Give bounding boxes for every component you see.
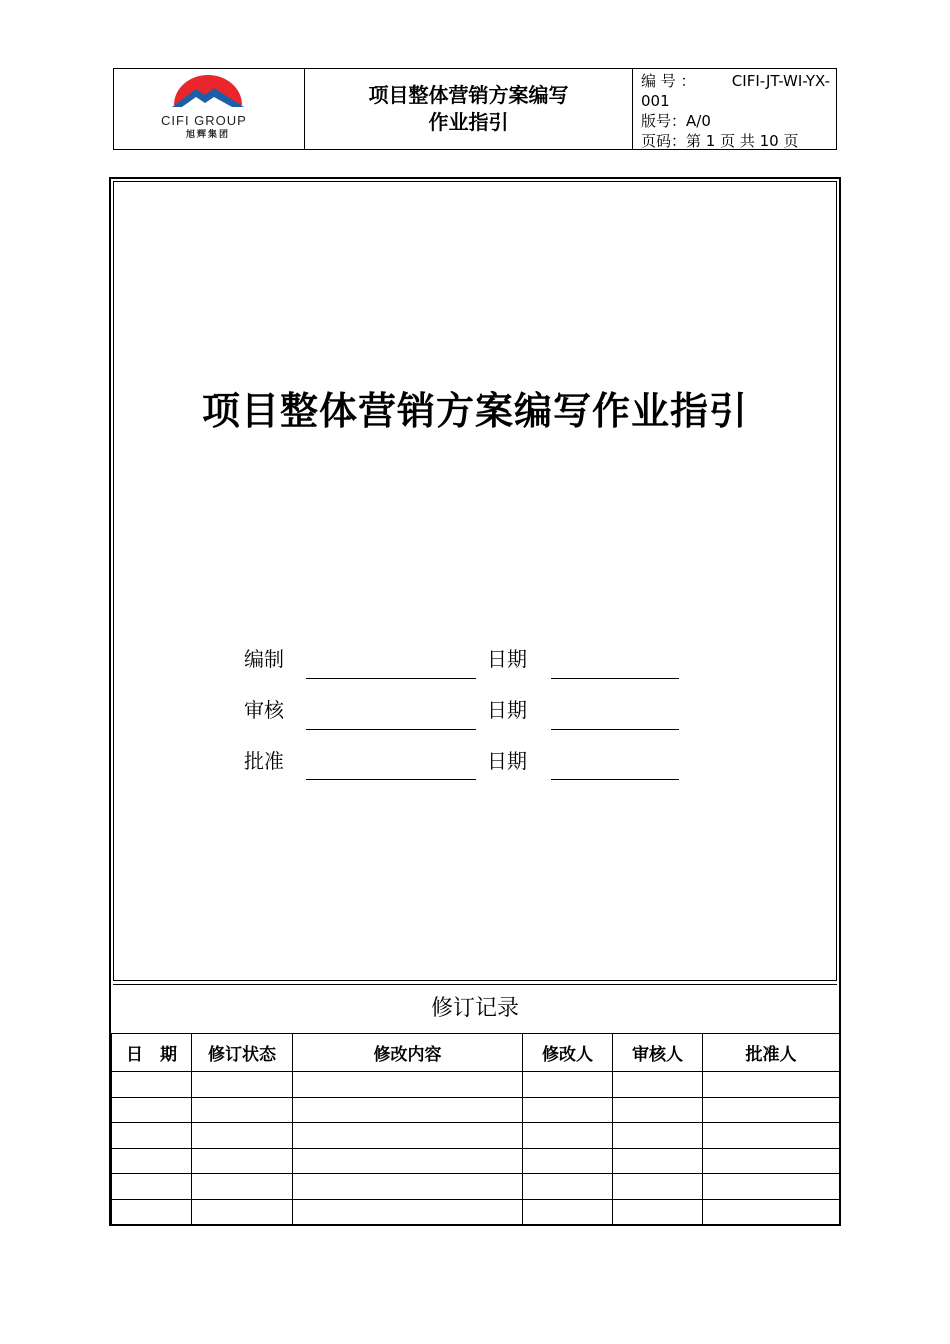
table-cell	[703, 1072, 840, 1098]
table-cell	[523, 1097, 613, 1123]
table-cell	[293, 1097, 523, 1123]
header-title	[305, 69, 633, 149]
table-cell	[523, 1123, 613, 1149]
table-row	[112, 1072, 840, 1098]
table-cell	[703, 1097, 840, 1123]
signoff-date-label-approved: 日期	[487, 749, 527, 773]
logo-text-en: CIFI GROUP	[161, 113, 247, 128]
table-cell	[703, 1148, 840, 1174]
signoff-line-reviewed	[306, 729, 476, 730]
col-reviewer: 审核人	[613, 1034, 703, 1072]
revision-divider-top	[113, 980, 837, 981]
table-row	[112, 1123, 840, 1149]
table-cell	[613, 1072, 703, 1098]
document-header	[113, 68, 837, 150]
table-cell	[112, 1123, 192, 1149]
revision-table-body	[112, 1072, 840, 1225]
cover-frame-inner	[113, 181, 837, 981]
table-cell	[112, 1097, 192, 1123]
table-cell	[192, 1174, 293, 1200]
signoff-date-line-approved	[551, 779, 679, 780]
table-cell	[523, 1148, 613, 1174]
table-cell	[112, 1199, 192, 1225]
table-cell	[192, 1097, 293, 1123]
table-cell	[613, 1123, 703, 1149]
doc-code-value-cont: 001	[641, 92, 670, 110]
signoff-date-line-compiled	[551, 678, 679, 679]
col-revision-status: 修订状态	[192, 1034, 293, 1072]
table-cell	[112, 1072, 192, 1098]
table-cell	[523, 1174, 613, 1200]
doc-code-value: CIFI-JT-WI-YX-	[731, 72, 830, 90]
doc-code-row	[641, 71, 830, 91]
signoff-date-label-compiled: 日期	[487, 647, 527, 671]
signoff-date-label-reviewed: 日期	[487, 698, 527, 722]
signoff-role-approved: 批准	[244, 749, 284, 773]
table-cell	[613, 1174, 703, 1200]
table-cell	[613, 1097, 703, 1123]
revision-header-row	[112, 1034, 840, 1072]
signoff-role-compiled: 编制	[244, 647, 284, 671]
doc-code-label: 编 号 ：	[641, 72, 696, 90]
signoff-role-reviewed: 审核	[244, 698, 284, 722]
doc-version: 版号：A/0	[641, 112, 711, 130]
table-cell	[293, 1148, 523, 1174]
col-change-content: 修改内容	[293, 1034, 523, 1072]
col-date: 日 期	[112, 1034, 192, 1072]
table-cell	[703, 1174, 840, 1200]
table-cell	[112, 1174, 192, 1200]
table-cell	[523, 1199, 613, 1225]
header-title-line1: 项目整体营销方案编写	[368, 83, 569, 107]
table-cell	[192, 1123, 293, 1149]
table-row	[112, 1097, 840, 1123]
table-row	[112, 1174, 840, 1200]
table-cell	[112, 1148, 192, 1174]
signoff-line-compiled	[306, 678, 476, 679]
table-cell	[293, 1072, 523, 1098]
table-row	[112, 1199, 840, 1225]
table-cell	[192, 1199, 293, 1225]
table-cell	[613, 1199, 703, 1225]
table-cell	[703, 1199, 840, 1225]
col-modifier: 修改人	[523, 1034, 613, 1072]
col-approver: 批准人	[703, 1034, 840, 1072]
table-cell	[613, 1148, 703, 1174]
table-cell	[523, 1072, 613, 1098]
company-logo	[114, 69, 305, 149]
header-title-line2: 作业指引	[428, 110, 509, 134]
table-cell	[293, 1123, 523, 1149]
revision-title: 修订记录	[430, 996, 519, 1021]
table-cell	[192, 1072, 293, 1098]
table-cell	[192, 1148, 293, 1174]
revision-table	[111, 1033, 840, 1225]
document-title: 项目整体营销方案编写作业指引	[201, 389, 748, 433]
table-cell	[293, 1174, 523, 1200]
table-row	[112, 1148, 840, 1174]
logo-text-cn: 旭辉集团	[186, 130, 231, 140]
table-cell	[293, 1199, 523, 1225]
table-cell	[703, 1123, 840, 1149]
cifi-logo-icon	[172, 75, 244, 113]
signoff-line-approved	[306, 779, 476, 780]
document-meta	[633, 69, 836, 149]
signoff-date-line-reviewed	[551, 729, 679, 730]
doc-page-number: 页码：第 1 页 共 10 页	[641, 132, 799, 150]
